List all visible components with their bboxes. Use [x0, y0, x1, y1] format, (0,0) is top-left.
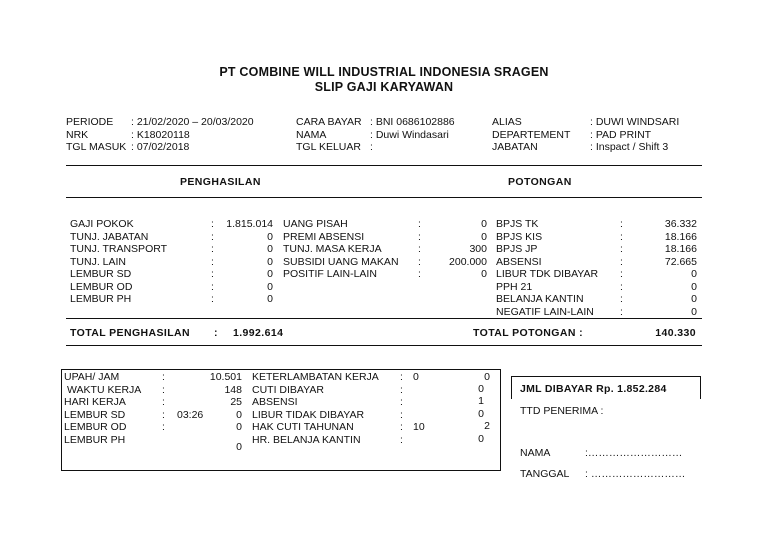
- nama-value: : Duwi Windasari: [370, 129, 449, 141]
- deduction-value: 0: [691, 268, 697, 280]
- nama-label: NAMA: [296, 129, 327, 141]
- attendance-b-mid: 0 10: [413, 371, 425, 433]
- attendance-value: 0: [478, 407, 484, 420]
- attendance-value: 0: [236, 421, 242, 433]
- attendance-a-values: [200, 371, 242, 453]
- attendance-value: 10.501: [209, 371, 242, 383]
- earning-value: 0: [481, 268, 487, 280]
- earning-value: 0: [481, 218, 487, 230]
- lembur-sd-hours: 03:26: [177, 408, 204, 421]
- deduction-label: ABSENSI: [496, 255, 542, 268]
- total-potongan-label: TOTAL POTONGAN :: [473, 327, 584, 339]
- attendance-label: LEMBUR PH: [64, 433, 126, 446]
- deduction-label: NEGATIF LAIN-LAIN: [496, 305, 594, 318]
- total-penghasilan-value: 1.992.614: [233, 327, 284, 339]
- total-penghasilan-label: TOTAL PENGHASILAN: [70, 327, 190, 339]
- alias-label: ALIAS: [492, 116, 522, 128]
- attendance-value: 0: [236, 408, 242, 421]
- deduction-label: BELANJA KANTIN: [496, 293, 584, 305]
- document-title: SLIP GAJI KARYAWAN: [314, 80, 454, 94]
- tanggal-value: : ………………………: [585, 468, 686, 480]
- deduction-label: BPJS KIS: [496, 230, 543, 243]
- departement-label: DEPARTEMENT: [492, 129, 571, 141]
- deduction-value: 0: [691, 280, 697, 293]
- departement-value: : PAD PRINT: [590, 129, 652, 141]
- attendance-value: 0: [478, 382, 484, 395]
- earnings-b-values: [430, 218, 487, 281]
- earning-label: LEMBUR SD: [70, 268, 132, 280]
- attendance-value: 0: [484, 371, 490, 383]
- attendance-b-labels: [252, 371, 379, 446]
- attendance-a-labels: [64, 371, 141, 446]
- earning-label: TUNJ. JABATAN: [70, 230, 149, 243]
- jabatan-label: JABATAN: [492, 141, 538, 153]
- attendance-value: 0: [236, 440, 242, 453]
- earning-label: TUNJ. LAIN: [70, 255, 127, 268]
- deduction-value: 18.166: [664, 230, 697, 243]
- total-potongan-value: 140.330: [655, 327, 696, 339]
- earning-label: PREMI ABSENSI: [283, 230, 365, 243]
- attendance-label: UPAH/ JAM: [64, 371, 120, 383]
- attendance-value: 2: [484, 420, 490, 432]
- earning-value: 200.000: [449, 255, 487, 268]
- earning-label: POSITIF LAIN-LAIN: [283, 268, 377, 280]
- attendance-label: KETERLAMBATAN KERJA: [252, 371, 379, 383]
- deduction-value: 18.166: [664, 243, 697, 255]
- attendance-label: ABSENSI: [252, 396, 298, 408]
- divider-top: [66, 165, 702, 166]
- attendance-label: LEMBUR SD: [64, 408, 126, 421]
- earning-value: 0: [267, 293, 273, 305]
- periode-label: PERIODE: [66, 116, 114, 128]
- deduction-value: 0: [691, 293, 697, 305]
- attendance-b-values: [450, 371, 490, 445]
- divider-section: [66, 197, 702, 198]
- attendance-value: 25: [230, 396, 242, 408]
- earning-value: 0: [267, 255, 273, 268]
- deduction-label: BPJS TK: [496, 218, 539, 230]
- deduction-label: LIBUR TDK DIBAYAR: [496, 268, 599, 280]
- earning-label: SUBSIDI UANG MAKAN: [283, 255, 399, 268]
- deduction-label: PPH 21: [496, 280, 533, 293]
- earning-label: TUNJ. MASA KERJA: [283, 243, 382, 255]
- earning-label: LEMBUR PH: [70, 293, 132, 305]
- ttd-penerima: TTD PENERIMA :: [520, 405, 604, 417]
- attendance-value: 1: [478, 395, 484, 407]
- earning-value: 0: [267, 230, 273, 243]
- tanggal-label: TANGGAL: [520, 468, 570, 480]
- deductions-values: [636, 218, 697, 318]
- earnings-a-values: [220, 218, 273, 306]
- earnings-a-colons: : : : : : : :: [211, 218, 214, 305]
- tgl-masuk-value: : 07/02/2018: [131, 141, 190, 153]
- section-penghasilan: PENGHASILAN: [180, 176, 261, 188]
- deductions-labels: [496, 218, 598, 318]
- earning-value: 0: [267, 268, 273, 280]
- divider-totals-top: [66, 318, 702, 319]
- attendance-label: HR. BELANJA KANTIN: [252, 433, 361, 446]
- nrk-label: NRK: [66, 129, 89, 141]
- nrk-value: : K18020118: [131, 129, 190, 141]
- attendance-b-colons: : : : : : :: [400, 371, 403, 446]
- attendance-value: 0: [478, 432, 484, 445]
- earning-label: GAJI POKOK: [70, 218, 134, 230]
- attendance-label: CUTI DIBAYAR: [252, 383, 324, 396]
- divider-totals-bottom: [66, 345, 702, 346]
- earnings-b-labels: [283, 218, 399, 281]
- earnings-b-colons: : : : : :: [418, 218, 421, 280]
- tgl-keluar-label: TGL KELUAR: [296, 141, 361, 153]
- earning-value: 0: [267, 243, 273, 255]
- earning-value: 300: [469, 243, 487, 255]
- tgl-keluar-value: :: [370, 141, 373, 153]
- deduction-label: BPJS JP: [496, 243, 538, 255]
- jml-dibayar: JML DIBAYAR Rp. 1.852.284: [520, 383, 667, 395]
- attendance-label: HAK CUTI TAHUNAN: [252, 421, 354, 433]
- attendance-label: WAKTU KERJA: [67, 383, 142, 396]
- deduction-value: 36.332: [664, 218, 697, 230]
- deduction-value: 72.665: [664, 255, 697, 268]
- nama-sign-value: :………………………: [585, 447, 683, 459]
- section-potongan: POTONGAN: [508, 176, 572, 188]
- nama-sign-label: NAMA: [520, 447, 551, 459]
- earning-value: 0: [267, 280, 273, 293]
- cara-bayar-label: CARA BAYAR: [296, 116, 362, 128]
- total-penghasilan-colon: :: [214, 327, 218, 339]
- deductions-colons: : : : : : : : :: [620, 218, 623, 318]
- earning-label: UANG PISAH: [283, 218, 348, 230]
- attendance-a-colons: : : : : :: [162, 371, 165, 433]
- alias-value: : DUWI WINDSARI: [590, 116, 680, 128]
- deduction-value: 0: [691, 305, 697, 318]
- earnings-a-labels: [70, 218, 167, 306]
- earning-label: LEMBUR OD: [70, 280, 133, 293]
- attendance-label: HARI KERJA: [64, 396, 126, 408]
- attendance-label: LEMBUR OD: [64, 421, 127, 433]
- cara-bayar-value: : BNI 0686102886: [370, 116, 455, 128]
- periode-value: : 21/02/2020 – 20/03/2020: [131, 116, 254, 128]
- company-name: PT COMBINE WILL INDUSTRIAL INDONESIA SRAGEN: [219, 65, 549, 79]
- attendance-label: LIBUR TIDAK DIBAYAR: [252, 408, 365, 421]
- earning-value: 0: [481, 230, 487, 243]
- earning-value: 1.815.014: [226, 218, 273, 230]
- jabatan-value: : Inspact / Shift 3: [590, 141, 669, 153]
- tgl-masuk-label: TGL MASUK: [66, 141, 127, 153]
- attendance-value: 148: [224, 383, 242, 396]
- earning-label: TUNJ. TRANSPORT: [70, 243, 168, 255]
